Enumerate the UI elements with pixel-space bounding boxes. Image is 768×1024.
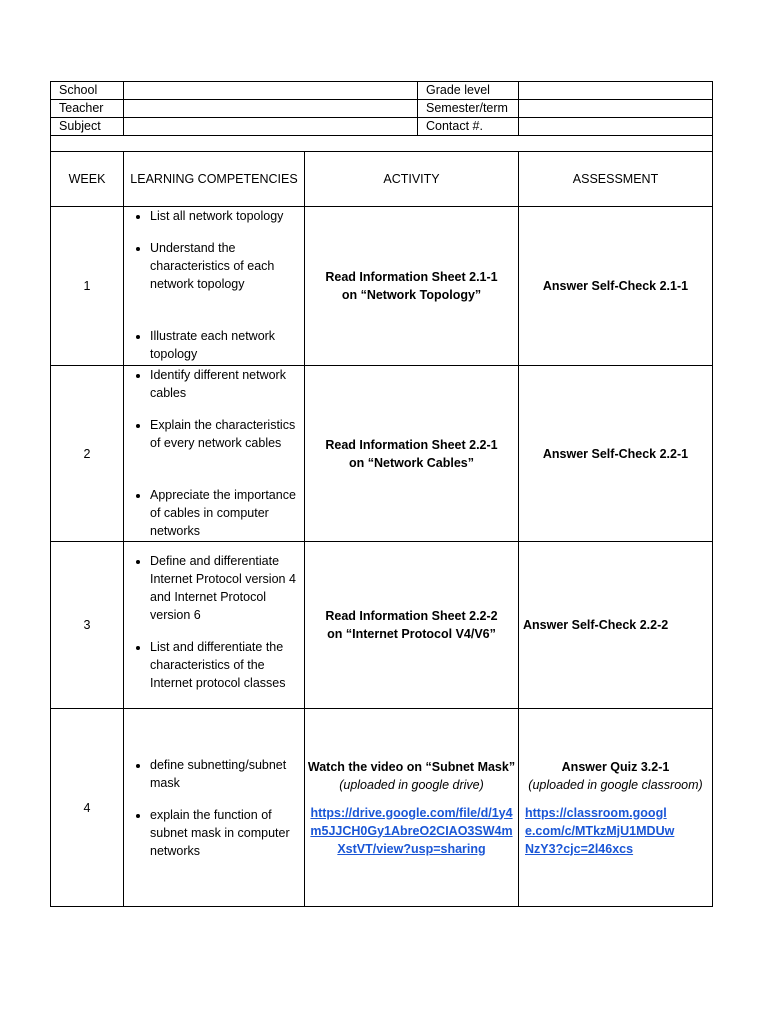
competency-list — [128, 756, 300, 860]
subject-label: Subject — [51, 118, 124, 136]
table-row — [51, 542, 713, 709]
assessment-cell — [519, 709, 713, 907]
assessment-note: (uploaded in google classroom) — [528, 777, 703, 792]
competencies-cell — [124, 542, 305, 709]
header-activity: ACTIVITY — [305, 152, 519, 207]
semester-value[interactable] — [519, 100, 713, 118]
teacher-value[interactable] — [124, 100, 418, 118]
assessment-cell: Answer Self-Check 2.2-2 — [519, 542, 713, 709]
week-number: 1 — [51, 207, 124, 366]
activity-note: (uploaded in google drive) — [339, 777, 484, 792]
activity-cell — [305, 366, 519, 542]
activity-title: Watch the video on “Subnet Mask” — [307, 759, 516, 774]
list-item: • Understand the characteristics of each network topology — [150, 239, 300, 293]
table-row — [51, 207, 713, 366]
semester-label: Semester/term — [418, 100, 519, 118]
week-number: 3 — [51, 542, 124, 709]
competencies-cell — [124, 709, 305, 907]
school-value[interactable] — [124, 82, 418, 100]
list-item: • List and differentiate the characteristics of the Internet protocol classes — [150, 638, 300, 692]
activity-cell — [305, 709, 519, 907]
spacer-row — [51, 136, 713, 152]
activity-text: Read Information Sheet 2.1-1 on “Network Topology” — [325, 270, 498, 302]
week-number: 2 — [51, 366, 124, 542]
info-row-teacher — [51, 100, 713, 118]
assessment-link-wrap — [525, 804, 675, 858]
list-item: • explain the function of subnet mask in computer networks — [150, 806, 300, 860]
header-week: WEEK — [51, 152, 124, 207]
competency-list — [128, 366, 300, 540]
activity-cell — [305, 207, 519, 366]
google-drive-link[interactable]: https://drive.google.com/file/d/1y4m5JJCH0Gy1AbreO2CIAO3SW4mXstVT/view?usp=sharing — [310, 805, 513, 856]
school-label: School — [51, 82, 124, 100]
activity-link-wrap — [307, 804, 516, 858]
contact-label: Contact #. — [418, 118, 519, 136]
activity-text: Read Information Sheet 2.2-2 on “Internet Protocol V4/V6” — [325, 609, 498, 641]
competencies-cell — [124, 207, 305, 366]
assessment-cell: Answer Self-Check 2.2-1 — [519, 366, 713, 542]
info-row-school — [51, 82, 713, 100]
grade-level-value[interactable] — [519, 82, 713, 100]
competency-list — [128, 207, 300, 363]
lesson-plan-table-wrapper — [50, 81, 712, 907]
lesson-plan-table — [50, 81, 713, 907]
table-row — [51, 366, 713, 542]
activity-text — [307, 758, 516, 794]
header-competencies: LEARNING COMPETENCIES — [124, 152, 305, 207]
list-item: • Appreciate the importance of cables in computer networks — [150, 486, 300, 540]
assessment-title: Answer Quiz 3.2-1 — [561, 759, 670, 774]
list-item: • Identify different network cables — [150, 366, 300, 402]
list-item: • Illustrate each network topology — [150, 327, 300, 363]
week-number: 4 — [51, 709, 124, 907]
subject-value[interactable] — [124, 118, 418, 136]
activity-text: Read Information Sheet 2.2-1 on “Network Cables” — [325, 437, 498, 470]
assessment-cell: Answer Self-Check 2.1-1 — [519, 207, 713, 366]
header-row — [51, 152, 713, 207]
info-row-subject — [51, 118, 713, 136]
list-item: • Explain the characteristics of every network cables — [150, 416, 300, 452]
google-classroom-link[interactable]: https://classroom.google.com/c/MTkzMjU1MDUwNzY3?cjc=2l46xcs — [525, 805, 675, 856]
teacher-label: Teacher — [51, 100, 124, 118]
competency-list — [128, 552, 300, 692]
contact-value[interactable] — [519, 118, 713, 136]
competencies-cell — [124, 366, 305, 542]
list-item: • define subnetting/subnet mask — [150, 756, 300, 792]
list-item: • List all network topology — [150, 207, 300, 225]
table-row — [51, 709, 713, 907]
activity-cell — [305, 542, 519, 709]
list-item: • Define and differentiate Internet Protocol version 4 and Internet Protocol version 6 — [150, 552, 300, 624]
header-assessment: ASSESSMENT — [519, 152, 713, 207]
grade-level-label: Grade level — [418, 82, 519, 100]
